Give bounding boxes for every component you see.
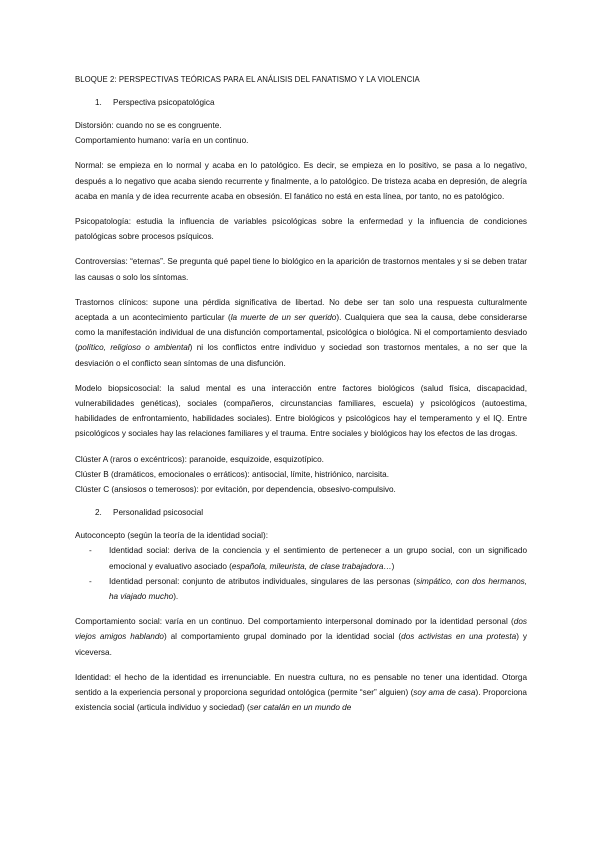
paragraph-controversias: Controversias: “eternas”. Se pregunta qué papel tiene lo biológico en la aparición de trastornos mentales y si se deben tratar las causas o solo los síntomas. [75,257,527,282]
section-heading-2 [95,505,527,520]
paragraph-trastornos [75,295,527,371]
paragraph-autoconcepto: Autoconcepto (según la teoría de la identidad social): [75,531,268,541]
cluster-b: Clúster B (dramáticos, emocionales o erráticos): antisocial, límite, histriónico, narcisita. [75,469,389,479]
italic-example: político, religioso o ambiental [77,343,190,353]
identity-list [75,543,527,604]
list-item-text [109,574,527,604]
list-item [75,574,527,604]
italic-example: ser catalán en un mundo de [249,703,352,713]
paragraph-identidad [75,670,527,716]
list-item [75,543,527,573]
text-run: ) [391,561,395,571]
section-label: Perspectiva psicopatológica [113,98,215,107]
bullet-dash: - [89,546,92,556]
italic-example: simpático, con dos hermanos, ha viajado mucho [109,576,527,602]
paragraph-psicopatologia: Psicopatología: estudia la influencia de variables psicológicas sobre la enfermedad y la influencia de condiciones patológicas sobre procesos psíquicos. [75,217,527,242]
text-run: ). [173,592,179,602]
document-title: BLOQUE 2: PERSPECTIVAS TEÓRICAS PARA EL ANÁLISIS DEL FANATISMO Y LA VIOLENCIA [75,75,420,84]
paragraph-modelo-biopsicosocial: Modelo biopsicosocial: la salud mental es una interacción entre factores biológicos (salud física, discapacidad, vulnerabilidades genéticas), sociales (compañeros, circunstancias familiares, escuela) y psicológicos (autoestima, habilidades de enfrontamiento, habilidades sociales). Entre biológicos y psicológicos hay el temperamento y el IQ. Entre psicológicos y sociales hay las relaciones familiares y el trauma. Entre sociales y biológicos hay los efectos de las drogas. [75,383,527,439]
italic-example: española, mileurista, de clase trabajadora… [231,561,392,571]
text-run: Identidad: el hecho de la identidad es irrenunciable. En nuestra cultura, no es pensable no tener una identidad. Otorga sentido a la experiencia personal y proporciona seguridad ontológica (permite “ser” alguien) ( [75,672,527,698]
text-run: ). Cualquiera que sea la causa, debe considerarse como la manifestación individual de una disfunción comportamental, psicológica o biológica. Ni el comportamiento desviado ( [75,313,528,353]
text-run: ) al comportamiento grupal dominado por la identidad social ( [163,632,402,642]
text-run: Identidad personal: conjunto de atributos individuales, singulares de las personas ( [109,576,417,586]
italic-example: dos activistas en una protesta [401,632,517,642]
section-heading-1 [95,95,527,110]
list-item-text [109,543,527,573]
italic-example: dos viejos amigos hablando [75,617,527,642]
text-run: Trastornos clínicos: supone una pérdida significativa de libertad. No debe ser tan solo una respuesta culturalmente aceptada a un acontecimiento particular ( [75,297,527,323]
cluster-a: Clúster A (raros o excéntricos): paranoide, esquizoide, esquizotípico. [75,454,324,464]
bullet-dash: - [89,576,92,586]
text-run: ) y viceversa. [75,632,527,657]
paragraph-comportamiento-social [75,614,527,660]
paragraph-distorsion: Distorsión: cuando no se es congruente. [75,121,222,130]
cluster-c: Clúster C (ansiosos o temerosos): por evitación, por dependencia, obsesivo-compulsivo. [75,485,396,495]
text-run: Comportamiento social: varía en un continuo. Del comportamiento interpersonal dominado por la identidad personal ( [75,617,514,627]
paragraph-normal: Normal: se empieza en lo normal y acaba en lo patológico. Es decir, se empieza en lo positivo, se pasa a lo negativo, después a lo negativo que acaba siendo recurrente y finalmente, a lo patológico. De tristeza acaba en depresión, de alegría acaba en manía y de idea recurrente acaba en obsesión. El fanático no está en esta línea, por tanto, no es patológico. [75,161,527,201]
italic-example: la muerte de un ser querido [230,313,337,323]
italic-example: soy ama de casa [413,688,476,698]
text-run: ) ni los conflictos entre individuo y sociedad son trastornos mentales, a no ser que la desviación o el conflicto sean síntomas de una disfunción. [75,343,527,368]
document-page [75,72,527,716]
section-number: 2. [95,508,102,518]
text-run: Identidad social: deriva de la conciencia y el sentimiento de pertenecer a un grupo social, con un significado emocional y evaluativo asociado ( [109,546,527,571]
text-run: ). Proporciona existencia social (articula individuo y sociedad) ( [75,688,527,713]
paragraph-comportamiento: Comportamiento humano: varía en un continuo. [75,136,249,146]
section-number: 1. [95,98,102,107]
section-label: Personalidad psicosocial [113,508,204,518]
